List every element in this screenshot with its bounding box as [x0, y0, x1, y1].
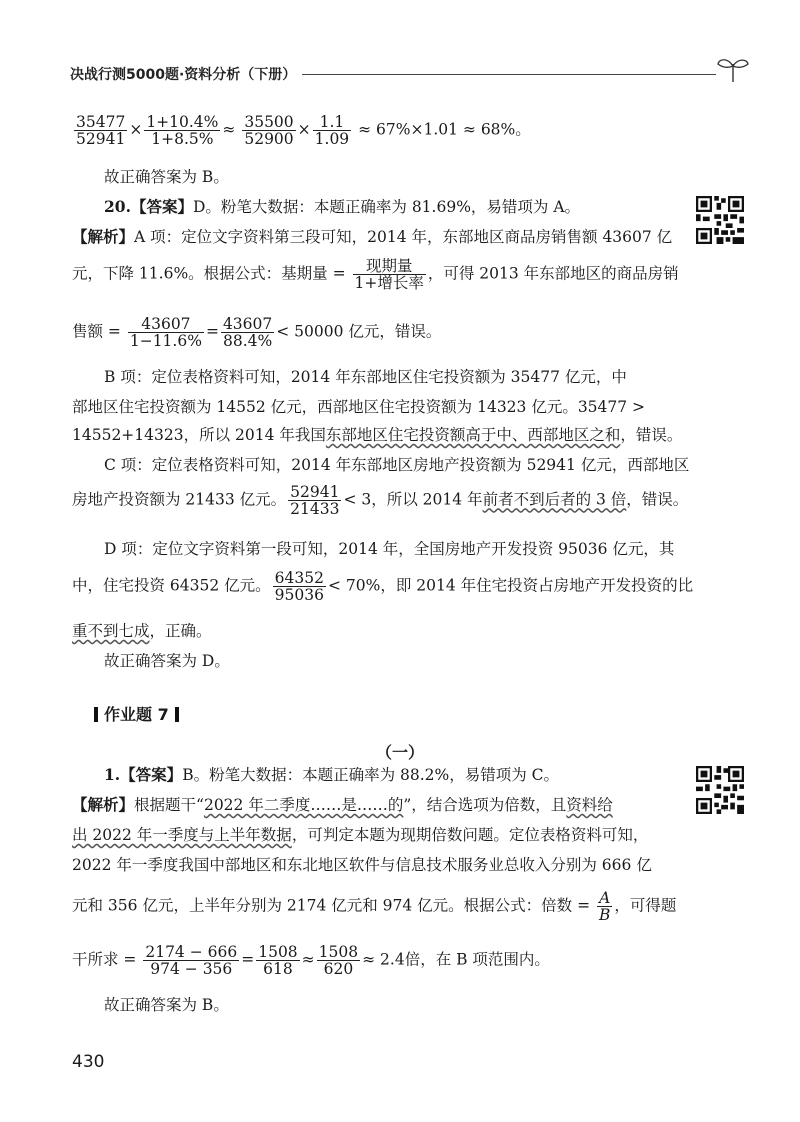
q20-analysis-d1: D 项：定位文字资料第一段可知，2014 年，全国房地产开发投资 95036 亿元，其: [104, 540, 675, 558]
fraction: $\frac{35477}{52941}$: [76, 113, 126, 148]
section-heading: 作业题 7: [88, 702, 185, 725]
q1-answer-line: 1.【答案】B。粉笔大数据：本题正确率为 88.2%，易错项为 C。: [104, 765, 560, 784]
q20-analysis-d3: 重不到七成，正确。: [72, 622, 212, 640]
fraction: $\frac{52941}{21433}$: [290, 483, 340, 518]
answer-20: 故正确答案为 D。: [104, 652, 230, 670]
q20-analysis-c1: C 项：定位表格资料可知，2014 年东部地区房地产投资额为 52941 亿元，西部地区: [104, 456, 690, 474]
q20-analysis-b2: 部地区住宅投资额为 14552 亿元，西部地区住宅投资额为 14323 亿元。35477 >: [72, 398, 646, 416]
emphasis: 重不到七成: [72, 622, 150, 640]
fraction: $\frac{A}{B}$: [599, 889, 611, 924]
q1-analysis-l5: 干所求 = $\frac{2174 - 666}{974 - 356}$ = $\frac{1508}{618}$ ≈ $\frac{1508}{620}$ ≈ 2.4倍，在 B 项范围内。: [72, 943, 550, 978]
q20-analysis-a2: 元，下降 11.6%。根据公式：基期量 = $\frac{\text{现期量}}{\text{1+增长率}}$ ，可得 2013 年东部地区的商品房销: [72, 257, 679, 292]
q1-analysis-l3: 2022 年一季度我国中部地区和东北地区软件与信息技术服务业总收入分别为 666 亿: [72, 856, 652, 874]
q20-answer-line: 20.【答案】D。粉笔大数据：本题正确率为 81.69%，易错项为 A。: [104, 197, 581, 216]
heading-bar: [94, 707, 98, 722]
calc-line-19: $\frac{35477}{52941}$ × $\frac{1+10.4\%}{1+8.5\%}$ ≈ $\frac{35500}{52900}$ × $\frac{1.1}{1.09}$ ≈ 67%×1.01 ≈ 68%。: [76, 113, 531, 148]
page-number: 430: [72, 1052, 105, 1072]
q1-analysis-l4: 元和 356 亿元，上半年分别为 2174 亿元和 974 亿元。根据公式：倍数 = $\frac{A}{B}$ ，可得题: [72, 889, 677, 924]
fraction: $\frac{43607}{88.4\%}$: [222, 315, 273, 350]
answer-19: 故正确答案为 B。: [104, 168, 229, 186]
fraction: $\frac{1.1}{1.09}$: [314, 113, 350, 148]
qr-code-icon[interactable]: [696, 196, 744, 244]
emphasis: 资料给: [566, 796, 613, 814]
q20-analysis-a1: 【解析】A 项：定位文字资料第三段可知，2014 年，东部地区商品房销售额 43607 亿: [72, 227, 673, 246]
q20-analysis-a3: 售额 = $\frac{43607}{1-11.6\%}$ = $\frac{43607}{88.4\%}$ < 50000 亿元，错误。: [72, 315, 442, 350]
fraction: $\frac{2174 - 666}{974 - 356}$: [145, 943, 238, 978]
fraction: $\frac{64352}{95036}$: [274, 569, 324, 604]
qr-code-icon[interactable]: [696, 766, 744, 814]
q20-analysis-b1: B 项：定位表格资料可知，2014 年东部地区住宅投资额为 35477 亿元，中: [104, 368, 627, 386]
emphasis: 前者不到后者的 3 倍: [482, 490, 627, 509]
header-rule: [302, 74, 716, 75]
q1-analysis-l2: 出 2022 年一季度与上半年数据，可判定本题为现期倍数问题。定位表格资料可知，: [72, 826, 649, 844]
fraction: $\frac{\text{现期量}}{\text{1+增长率}}$: [354, 257, 424, 292]
emphasis: 出 2022 年一季度与上半年数据: [72, 826, 292, 844]
fraction: $\frac{1+10.4\%}{1+8.5\%}$: [146, 113, 219, 148]
fraction: $\frac{1508}{620}$: [318, 943, 359, 978]
fraction: $\frac{1508}{618}$: [258, 943, 298, 978]
answer-label: 1.【答案】: [104, 765, 183, 784]
fraction: $\frac{35500}{52900}$: [244, 113, 294, 148]
q1-analysis-l1: 【解析】根据题干“2022 年二季度……是……的”，结合选项为倍数，且资料给: [72, 795, 613, 814]
book-title: 决战行测5000题·资料分析（下册）: [70, 67, 297, 83]
running-header: [70, 62, 750, 86]
answer-label: 20.【答案】: [104, 197, 193, 216]
fraction: $\frac{43607}{1-11.6\%}$: [129, 315, 202, 350]
subsection-heading: （一）: [375, 743, 424, 762]
q20-analysis-c2: 房地产投资额为 21433 亿元。 $\frac{52941}{21433}$ < 3，所以 2014 年前者不到后者的 3 倍，错误。: [72, 483, 689, 518]
answer-1: 故正确答案为 B。: [104, 996, 229, 1014]
analysis-label: 【解析】: [72, 795, 135, 814]
heading-bar: [175, 707, 179, 722]
q20-analysis-d2: 中，住宅投资 64352 亿元。 $\frac{64352}{95036}$ < 70%，即 2014 年住宅投资占房地产开发投资的比: [72, 569, 694, 604]
analysis-label: 【解析】: [72, 227, 135, 246]
emphasis: 2022 年二季度……是……的: [203, 796, 404, 814]
emphasis: 东部地区住宅投资额高于中、西部地区之和: [325, 426, 621, 444]
q20-analysis-b3: 14552+14323，所以 2014 年我国东部地区住宅投资额高于中、西部地区之和，错误。: [72, 426, 683, 444]
sprout-icon: [716, 54, 750, 84]
